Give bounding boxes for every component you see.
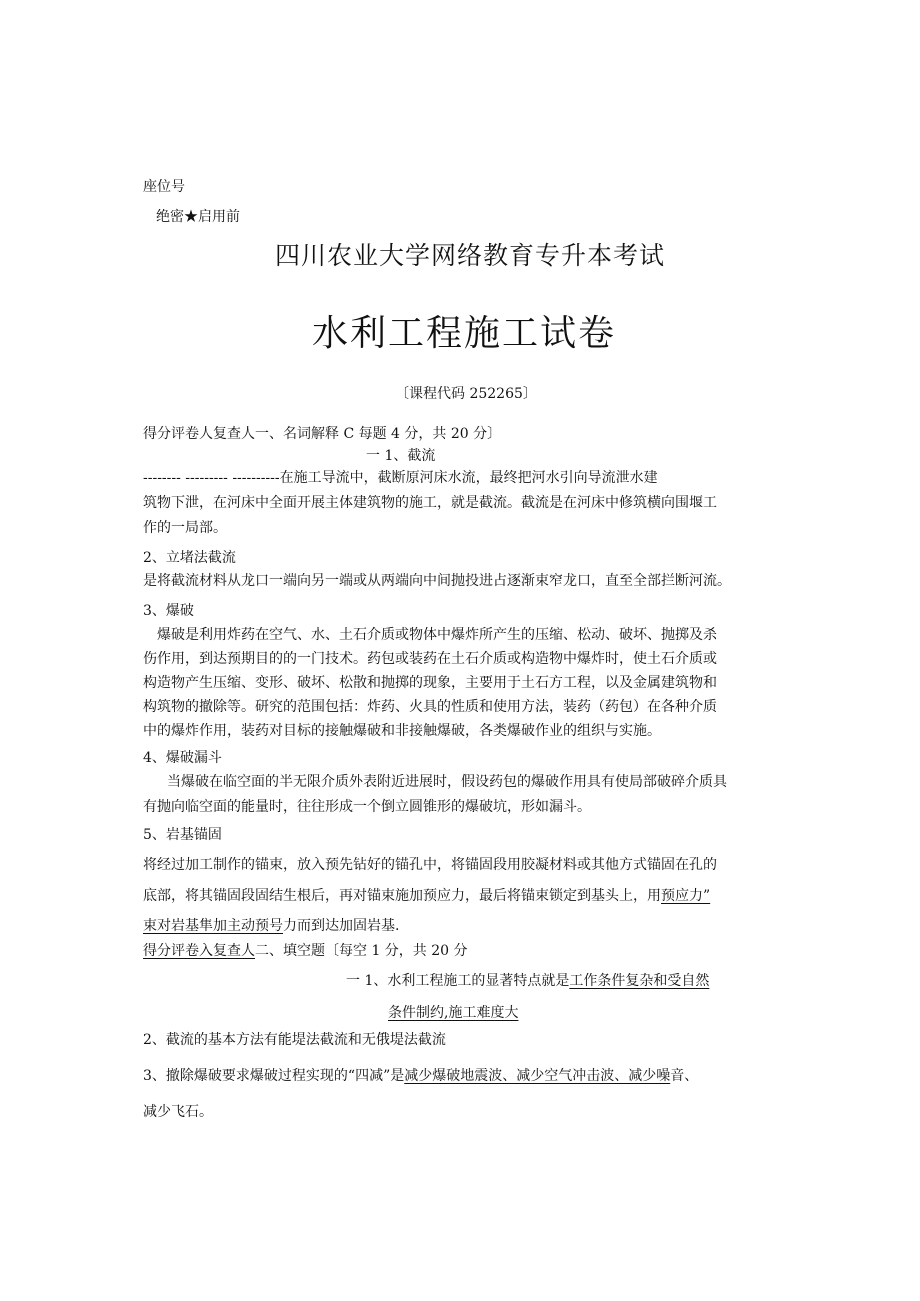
q5-line2: [143, 887, 710, 905]
q4-line2: 有抛向临空面的能量时，往往形成一个倒立圆锥形的爆破坑，形如漏斗。: [143, 799, 591, 815]
q1-line2: 筑物下泄，在河床中全面开展主体建筑物的施工，就是截流。截流是在河床中修筑横向围堰工: [143, 495, 717, 511]
section2-heading: [143, 942, 468, 960]
section1-heading: 得分评卷人复查人一、名词解释 C 每题 4 分，共 20 分〕: [143, 426, 502, 442]
fill-q2: 2、截流的基本方法有能堤法截流和无俄堤法截流: [143, 1032, 446, 1048]
confidential-label: 绝密★启用前: [156, 209, 240, 225]
section2-heading-underlined: 得分评卷入复查人: [143, 943, 255, 959]
q3-title: 3、爆破: [143, 603, 194, 619]
q3-line5: 中的爆炸作用，装药对目标的接触爆破和非接触爆破，各类爆破作业的组织与实施。: [143, 723, 661, 739]
q1-title: 一 1、截流: [366, 448, 436, 464]
fill-q3-line2: 减少飞石。: [143, 1104, 213, 1120]
q3-line1: 爆破是利用炸药在空气、水、土石介质或物体中爆炸所产生的压缩、松动、破坏、抛掷及杀: [157, 627, 717, 643]
q4-title: 4、爆破漏斗: [143, 750, 222, 766]
q5-line3: [143, 917, 399, 935]
seat-number-label: 座位号: [143, 179, 185, 195]
q2-line1: 是将截流材料从龙口一端向另一端或从两端向中间抛投进占逐渐束窄龙口，直至全部拦断河流。: [143, 573, 731, 589]
fill-q3-line1: [143, 1067, 698, 1085]
fill-q1-answer2: 条件制约,施工难度大: [388, 1005, 519, 1021]
q5-line3-text: 力而到达加固岩基.: [283, 918, 400, 934]
q3-line2: 伤作用，到达预期目的的一门技术。药包或装药在土石介质或构造物中爆炸时，使土石介质或: [143, 651, 717, 667]
fill-q3-answer: 减少爆破地震波、减少空气冲击波、减少噪: [404, 1068, 671, 1084]
q2-title: 2、立堵法截流: [143, 550, 236, 566]
section2-heading-text: 二、填空题〔每空 1 分，共 20 分: [255, 943, 468, 959]
q5-line2-text: 底部，将其锚固段固结生根后，再对锚束施加预应力，最后将锚束锁定到基头上，用: [143, 888, 661, 904]
fill-q1-prefix: 一 1、水利工程施工的显著特点就是: [346, 973, 570, 989]
university-exam-title: 四川农业大学网络教育专升本考试: [275, 241, 666, 270]
q5-line3-underlined: 束对岩基隼加主动预号: [143, 918, 283, 934]
q4-line1: 当爆破在临空面的半无限介质外表附近进展时，假设药包的爆破作用具有使局部破碎介质具: [167, 774, 727, 790]
q5-title: 5、岩基锚固: [143, 827, 222, 843]
q1-line3: 作的一局部。: [143, 520, 227, 536]
course-code: 〔课程代码 252265〕: [395, 386, 537, 402]
fill-q1-answer1: 工作条件复杂和受自然: [569, 973, 710, 989]
fill-q3-tail: 音、: [670, 1068, 699, 1084]
fill-q1-line2: [388, 1004, 518, 1022]
q1-line1: -------- --------- ----------在施工导流中，截断原河床水流，最终把河水引向导流泄水建: [143, 470, 658, 486]
q3-line4: 构筑物的撤除等。研究的范围包括：炸药、火具的性质和使用方法，装药（药包）在各种介质: [143, 699, 717, 715]
q5-line1: 将经过加工制作的锚束，放入预先钻好的锚孔中，将锚固段用胶凝材料或其他方式锚固在孔的: [143, 857, 717, 873]
q5-line2-underlined: 预应力”: [661, 888, 711, 904]
fill-q1-line1: [346, 972, 709, 990]
fill-q3-prefix: 3、撤除爆破要求爆破过程实现的“四减”是: [143, 1068, 405, 1084]
q3-line3: 构造物产生压缩、变形、破坏、松散和抛掷的现象，主要用于土石方工程，以及金属建筑物和: [143, 675, 717, 691]
paper-title: 水利工程施工试卷: [312, 313, 617, 354]
